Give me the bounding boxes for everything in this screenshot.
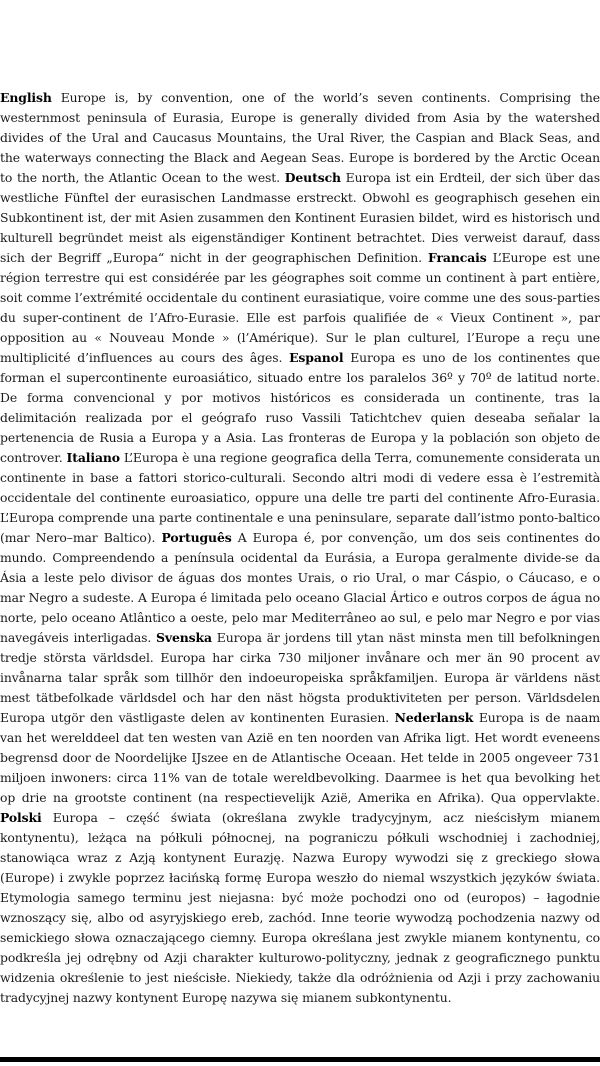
language-label: Italiano <box>66 450 120 465</box>
language-label: Svenska <box>156 630 212 645</box>
multilingual-text-block <box>0 88 600 1008</box>
section-text: Europa es uno de los continentes que forman el supercontinente euroasiático, situado entre los paralelos 36º y 70º de latitud norte. De forma convencional y por motivos históricos es considerada un continente, tras la delimitación realizada por el geógrafo ruso Vassili Tatichtchev quien deseaba señalar la pertenencia de Rusia a Europa y a Asia. Las fronteras de Europa y la población son objeto de controver. <box>0 350 600 465</box>
section-portugues <box>0 530 600 645</box>
language-label: Deutsch <box>284 170 341 185</box>
section-espanol <box>0 350 600 465</box>
section-text: L’Europe est une région terrestre qui est considérée par les géographes soit comme un continent à part entière, soit comme l’extrémité occidentale du continent eurasiatique, voire comme une des sous-parties du super-continent de l’Afro-Eurasie. Elle est parfois qualifiée de « Vieux Continent », par opposition au « Nouveau Monde » (l’Amérique). Sur le plan culturel, l’Europe a reçu une multiplicité d’influences au cours des âges. <box>0 250 600 365</box>
section-text: Europa är jordens till ytan näst minsta men till befolkningen tredje största världsdel. Europa har cirka 730 miljoner invånare och mer än 90 procent av invånarna talar språk som tillhör den indoeuropeiska språkfamiljen. Europa är världens näst mest tätbefolkade världsdel och har den näst högsta produktiviteten per person. Världsdelen Europa utgör den västligaste delen av kontinenten Eurasien. <box>0 630 600 725</box>
section-polski <box>0 810 600 1005</box>
language-label: Português <box>161 530 232 545</box>
section-text: Europa is de naam van het werelddeel dat ten westen van Azië en ten noorden van Afrika ligt. Het wordt eveneens begrensd door de Noordelijke IJszee en de Atlantische Oceaan. Het telde in 2005 ongeveer 731 miljoen inwoners: circa 11% van de totale wereldbevolking. Daarmee is het qua bevolking het op drie na grootste continent (na respectievelijk Azië, Amerika en Afrika). Qua oppervlakte. <box>0 710 600 805</box>
language-label: Polski <box>0 810 42 825</box>
section-text: Europa – część świata (określana zwykle tradycyjnym, acz nieścisłym mianem kontynentu), leżąca na półkuli północnej, na pograniczu półkuli wschodniej i zachodniej, stanowiąca wraz z Azją kontynent Eurazję. Nazwa Europy wywodzi się z greckiego słowa (Europe) i zwykle poprzez łacińską formę Europa weszło do niemal wszystkich języków świata. Etymologia samego terminu jest niejasna: być może pochodzi ono od (europos) – łagodnie wznoszący się, albo od asyryjskiego ereb, zachód. Inne teorie wywodzą pochodzenia nazwy od semickiego słowa oznaczającego ciemny. Europa określana jest zwykle mianem kontynentu, co podkreśla jej odrębny od Azji charakter kulturowo-polityczny, jednak z geograficznego punktu widzenia określenie to jest nieścisłe. Niekiedy, także dla odróżnienia od Azji i przy zachowaniu tradycyjnej nazwy kontynent Europę nazywa się mianem subkontynentu. <box>0 810 600 1005</box>
section-text: A Europa é, por convenção, um dos seis continentes do mundo. Compreendendo a península ocidental da Eurásia, a Europa geralmente divide-se da Ásia a leste pelo divisor de águas dos montes Urais, o rio Ural, o mar Cáspio, o Cáucaso, e o mar Negro a sudeste. A Europa é limitada pelo oceano Glacial Ártico e outros corpos de água no norte, pelo oceano Atlântico a oeste, pelo mar Mediterrâneo ao sul, e pelo mar Negro e por vias navegáveis interligadas. <box>0 530 600 645</box>
language-label: Francais <box>428 250 487 265</box>
bottom-divider <box>0 1057 600 1062</box>
language-label: English <box>0 90 52 105</box>
language-label: Espanol <box>289 350 344 365</box>
section-text: Europe is, by convention, one of the world’s seven continents. Comprising the westernmost peninsula of Eurasia, Europe is generally divided from Asia by the watershed divides of the Ural and Caucasus Mountains, the Ural River, the Caspian and Black Seas, and the waterways connecting the Black and Aegean Seas. Europe is bordered by the Arctic Ocean to the north, the Atlantic Ocean to the west. <box>0 90 600 185</box>
section-text: Europa ist ein Erdteil, der sich über das westliche Fünftel der eurasischen Landmasse erstreckt. Obwohl es geographisch gesehen ein Subkontinent ist, der mit Asien zusammen den Kontinent Eurasien bildet, wird es historisch und kulturell begründet meist als eigenständiger Kontinent betrachtet. Dies verweist darauf, dass sich der Begriff „Europa“ nicht in der geographischen Definition. <box>0 170 600 265</box>
language-label: Nederlansk <box>394 710 474 725</box>
section-francais <box>0 250 600 365</box>
section-text: L’Europa è una regione geografica della Terra, comunemente considerata un continente in base a fattori storico-culturali. Secondo altri modi di vedere essa è l’estremità occidentale del continente euroasiatico, oppure una delle tre parti del continente Afro-Eurasia. L’Europa comprende una parte continentale e una peninsulare, separate dall’istmo ponto-baltico (mar Nero–mar Baltico). <box>0 450 600 545</box>
